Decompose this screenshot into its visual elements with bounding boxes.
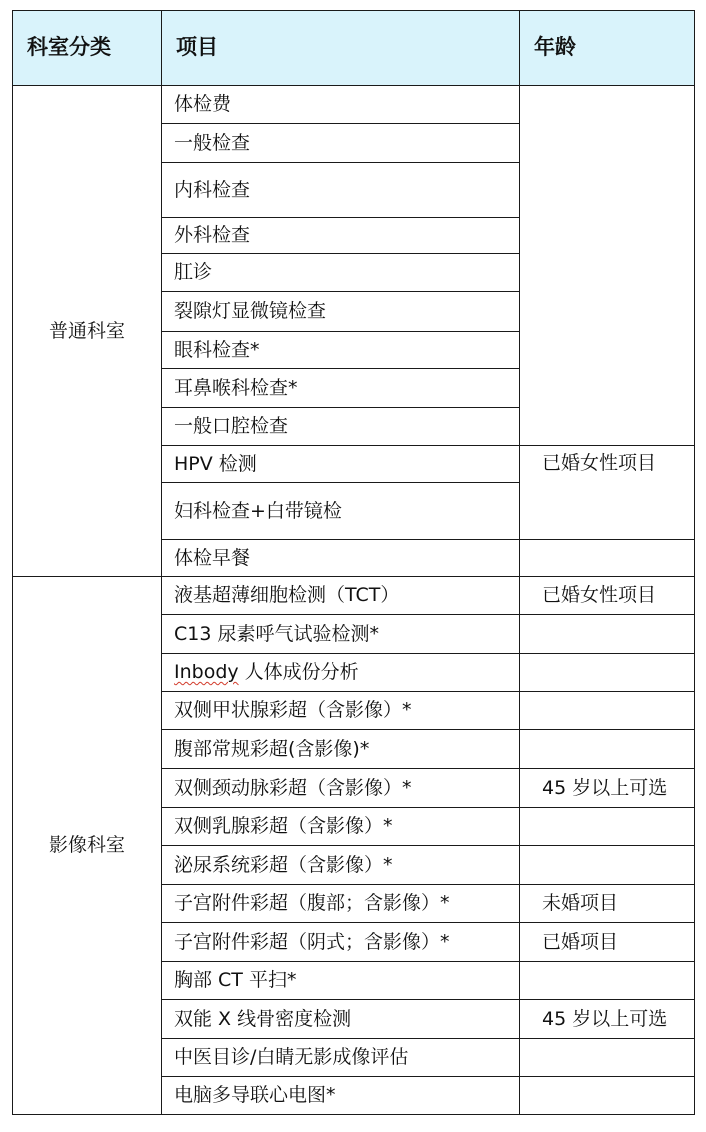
- item-cell: C13 尿素呼气试验检测*: [162, 615, 520, 654]
- item-cell: 腹部常规彩超(含影像)*: [162, 730, 520, 769]
- item-cell: 体检费: [162, 86, 520, 124]
- dept-cell-general: 普通科室: [13, 86, 162, 577]
- item-cell: 双侧乳腺彩超（含影像）*: [162, 808, 520, 846]
- age-cell: 45 岁以上可选: [520, 769, 695, 808]
- item-cell: 液基超薄细胞检测（TCT）: [162, 577, 520, 615]
- dept-cell-imaging: 影像科室: [13, 577, 162, 1115]
- checkup-items-table: [12, 10, 695, 1115]
- item-cell: 双侧颈动脉彩超（含影像）*: [162, 769, 520, 808]
- header-row: [13, 11, 695, 86]
- age-cell-empty: [520, 846, 695, 885]
- item-cell: 电脑多导联心电图*: [162, 1077, 520, 1115]
- age-cell: 已婚项目: [520, 923, 695, 962]
- item-cell: 耳鼻喉科检查*: [162, 369, 520, 408]
- age-cell-empty: [520, 962, 695, 1000]
- age-cell-empty: [520, 692, 695, 730]
- age-cell: 未婚项目: [520, 885, 695, 923]
- item-cell: 子宫附件彩超（阴式；含影像）*: [162, 923, 520, 962]
- item-cell: 肛诊: [162, 254, 520, 292]
- age-cell-empty: [520, 86, 695, 446]
- item-cell: 眼科检查*: [162, 332, 520, 369]
- item-cell: 双能 X 线骨密度检测: [162, 1000, 520, 1039]
- age-cell-empty: [520, 615, 695, 654]
- age-cell: 已婚女性项目: [520, 446, 695, 540]
- age-cell-empty: [520, 1077, 695, 1115]
- table-row: [13, 86, 695, 124]
- age-cell: 已婚女性项目: [520, 577, 695, 615]
- table-row: [13, 577, 695, 615]
- item-cell: 外科检查: [162, 218, 520, 254]
- header-item: 项目: [162, 11, 520, 86]
- age-cell-empty: [520, 730, 695, 769]
- age-cell-empty: [520, 540, 695, 577]
- age-cell: 45 岁以上可选: [520, 1000, 695, 1039]
- age-cell-empty: [520, 808, 695, 846]
- item-cell: 体检早餐: [162, 540, 520, 577]
- age-cell-empty: [520, 1039, 695, 1077]
- item-cell: 内科检查: [162, 163, 520, 218]
- header-age: 年龄: [520, 11, 695, 86]
- item-cell: 泌尿系统彩超（含影像）*: [162, 846, 520, 885]
- item-text-rest: 人体成份分析: [238, 661, 359, 684]
- item-cell: 胸部 CT 平扫*: [162, 962, 520, 1000]
- spellcheck-underlined-word: Inbody: [174, 661, 239, 684]
- item-cell: 一般检查: [162, 124, 520, 163]
- item-cell: 中医目诊/白睛无影成像评估: [162, 1039, 520, 1077]
- header-dept: 科室分类: [13, 11, 162, 86]
- item-cell: 裂隙灯显微镜检查: [162, 292, 520, 332]
- item-cell: 双侧甲状腺彩超（含影像）*: [162, 692, 520, 730]
- item-cell: 妇科检查+白带镜检: [162, 483, 520, 540]
- item-cell: [162, 654, 520, 692]
- age-cell-empty: [520, 654, 695, 692]
- item-cell: 一般口腔检查: [162, 408, 520, 446]
- item-cell: HPV 检测: [162, 446, 520, 483]
- item-cell: 子宫附件彩超（腹部；含影像）*: [162, 885, 520, 923]
